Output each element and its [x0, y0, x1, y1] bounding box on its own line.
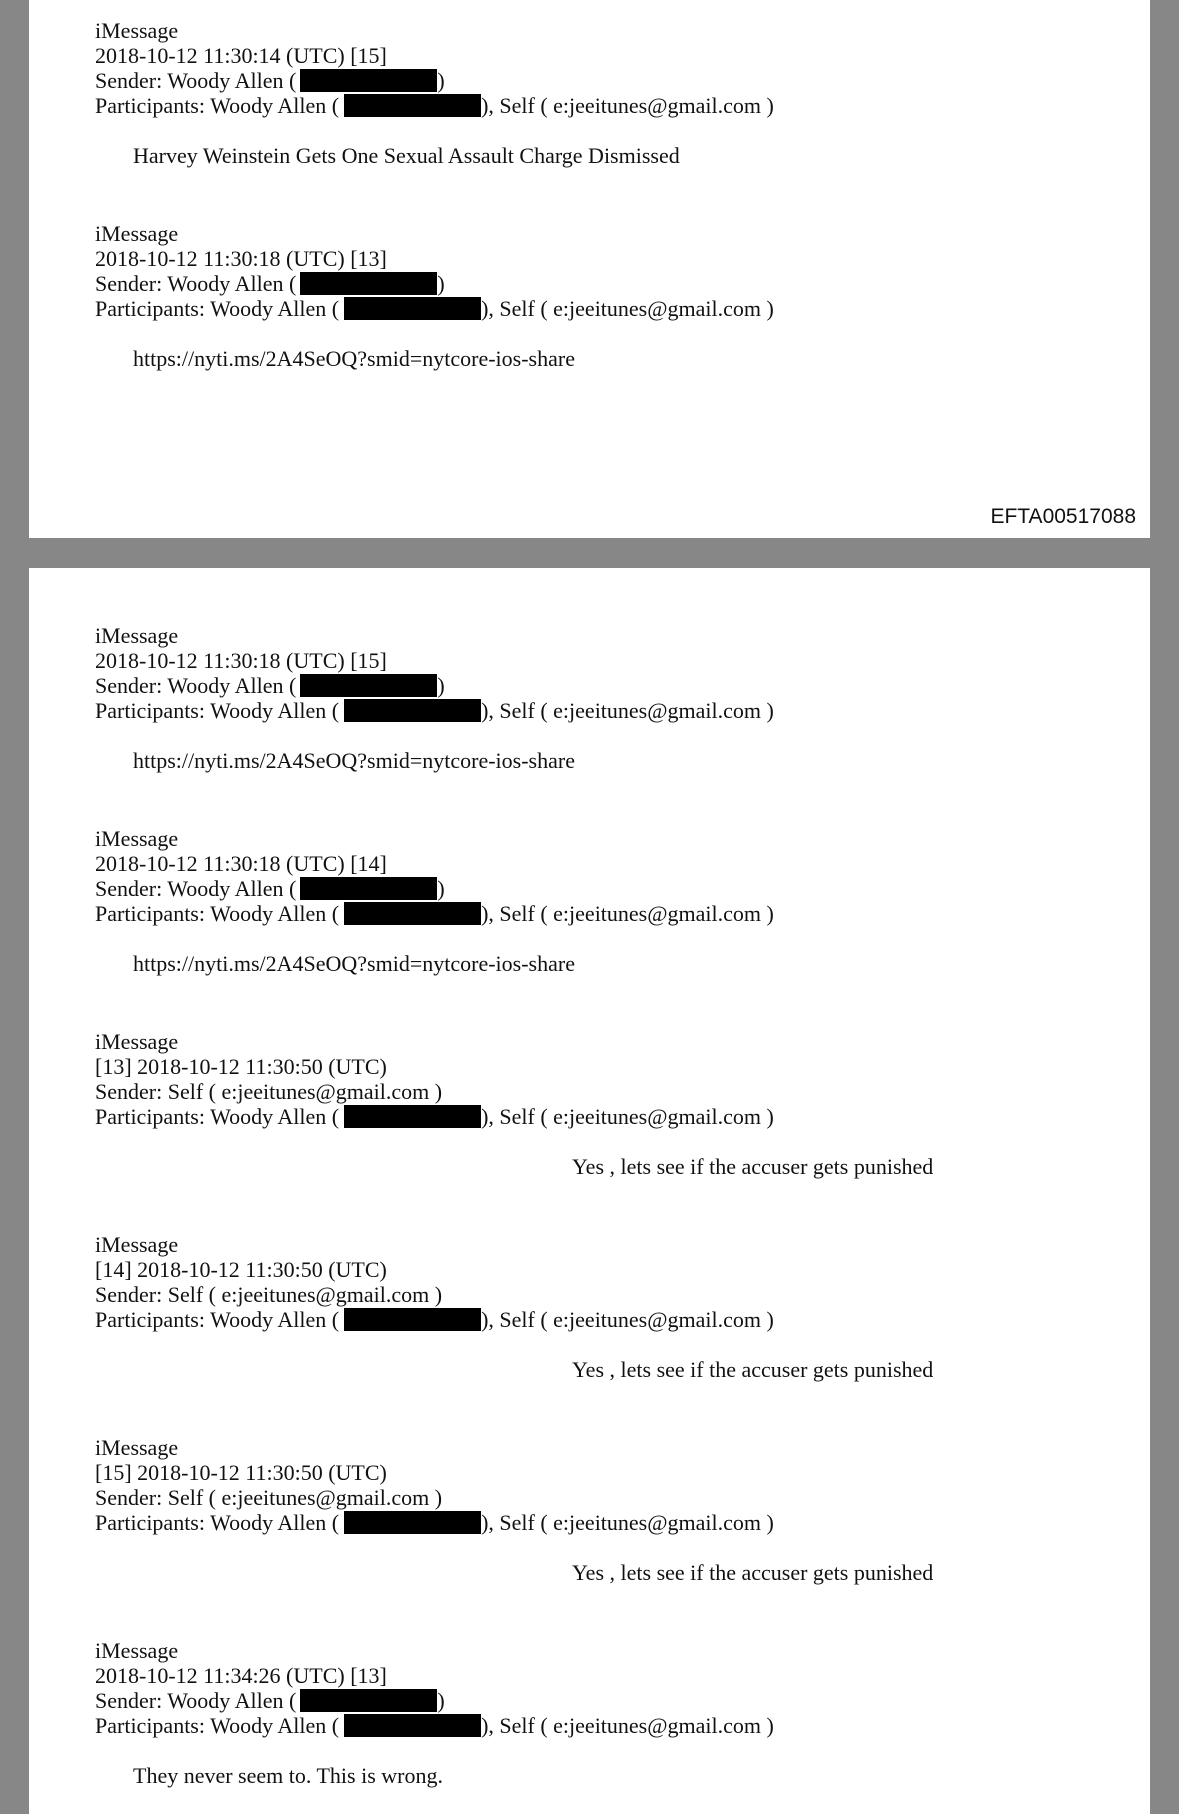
message-timestamp: [15] 2018-10-12 11:30:50 (UTC): [95, 1460, 387, 1485]
participants-label: Participants: Woody Allen (: [95, 93, 340, 118]
redaction-box: [300, 674, 437, 697]
message-entry: [95, 1638, 1095, 1789]
message-sender: Sender: Self ( e:jeeitunes@gmail.com ): [95, 1282, 443, 1307]
message-entry: [95, 18, 1095, 169]
message-participants: [95, 1510, 1095, 1535]
message-sender: Sender: Self ( e:jeeitunes@gmail.com ): [95, 1079, 443, 1104]
sender-close: ): [437, 271, 445, 296]
sender-label: Sender: Woody Allen (: [95, 68, 297, 93]
redaction-box: [344, 1105, 481, 1128]
message-sender: [95, 876, 1095, 901]
participants-rest: ), Self ( e:jeeitunes@gmail.com ): [481, 901, 774, 926]
message-body: Yes , lets see if the accuser gets punished: [572, 1154, 934, 1179]
message-sender: Sender: Self ( e:jeeitunes@gmail.com ): [95, 1485, 443, 1510]
message-body: https://nyti.ms/2A4SeOQ?smid=nytcore-ios-share: [133, 346, 575, 371]
message-participants: [95, 1307, 1095, 1332]
participants-rest: ), Self ( e:jeeitunes@gmail.com ): [481, 1510, 774, 1535]
sender-close: ): [437, 876, 445, 901]
message-service: iMessage: [95, 826, 179, 851]
participants-rest: ), Self ( e:jeeitunes@gmail.com ): [481, 698, 774, 723]
redaction-box: [344, 1308, 481, 1331]
message-participants: [95, 93, 1095, 118]
sender-close: ): [437, 673, 445, 698]
sender-label: Sender: Woody Allen (: [95, 271, 297, 296]
participants-label: Participants: Woody Allen (: [95, 296, 340, 321]
message-service: iMessage: [95, 1638, 179, 1663]
redaction-box: [300, 272, 437, 295]
message-body: They never seem to. This is wrong.: [133, 1763, 443, 1788]
message-participants: [95, 1104, 1095, 1129]
message-sender: [95, 68, 1095, 93]
sender-label: Sender: Woody Allen (: [95, 673, 297, 698]
message-timestamp: 2018-10-12 11:30:18 (UTC) [13]: [95, 246, 387, 271]
redaction-box: [344, 297, 481, 320]
message-service: iMessage: [95, 221, 179, 246]
redaction-box: [300, 1689, 437, 1712]
message-entry: [95, 826, 1095, 977]
message-service: iMessage: [95, 18, 179, 43]
message-entry: [95, 1029, 1095, 1180]
sender-close: ): [437, 1688, 445, 1713]
message-entry: [95, 1435, 1095, 1586]
participants-label: Participants: Woody Allen (: [95, 1713, 340, 1738]
message-timestamp: 2018-10-12 11:30:18 (UTC) [15]: [95, 648, 387, 673]
message-sender: [95, 271, 1095, 296]
participants-label: Participants: Woody Allen (: [95, 1510, 340, 1535]
participants-rest: ), Self ( e:jeeitunes@gmail.com ): [481, 1713, 774, 1738]
message-body: Harvey Weinstein Gets One Sexual Assault Charge Dismissed: [133, 143, 680, 168]
message-participants: [95, 901, 1095, 926]
participants-rest: ), Self ( e:jeeitunes@gmail.com ): [481, 1104, 774, 1129]
redaction-box: [344, 1511, 481, 1534]
message-entry: [95, 221, 1095, 372]
message-service: iMessage: [95, 1435, 179, 1460]
sender-close: ): [437, 68, 445, 93]
participants-rest: ), Self ( e:jeeitunes@gmail.com ): [481, 296, 774, 321]
sender-label: Sender: Woody Allen (: [95, 876, 297, 901]
redaction-box: [344, 94, 481, 117]
redaction-box: [300, 69, 437, 92]
message-timestamp: 2018-10-12 11:34:26 (UTC) [13]: [95, 1663, 387, 1688]
participants-rest: ), Self ( e:jeeitunes@gmail.com ): [481, 1307, 774, 1332]
message-timestamp: 2018-10-12 11:30:14 (UTC) [15]: [95, 43, 387, 68]
participants-rest: ), Self ( e:jeeitunes@gmail.com ): [481, 93, 774, 118]
message-timestamp: [14] 2018-10-12 11:30:50 (UTC): [95, 1257, 387, 1282]
message-participants: [95, 698, 1095, 723]
message-sender: [95, 673, 1095, 698]
message-timestamp: 2018-10-12 11:30:18 (UTC) [14]: [95, 851, 387, 876]
message-service: iMessage: [95, 623, 179, 648]
message-entry: [95, 1232, 1095, 1383]
participants-label: Participants: Woody Allen (: [95, 1104, 340, 1129]
message-participants: [95, 296, 1095, 321]
participants-label: Participants: Woody Allen (: [95, 1307, 340, 1332]
message-body: https://nyti.ms/2A4SeOQ?smid=nytcore-ios-share: [133, 748, 575, 773]
message-service: iMessage: [95, 1232, 179, 1257]
message-body: Yes , lets see if the accuser gets punished: [572, 1560, 934, 1585]
message-timestamp: [13] 2018-10-12 11:30:50 (UTC): [95, 1054, 387, 1079]
participants-label: Participants: Woody Allen (: [95, 698, 340, 723]
document-page-1: [29, 0, 1150, 538]
message-body: https://nyti.ms/2A4SeOQ?smid=nytcore-ios-share: [133, 951, 575, 976]
message-service: iMessage: [95, 1029, 179, 1054]
redaction-box: [344, 699, 481, 722]
redaction-box: [300, 877, 437, 900]
message-sender: [95, 1688, 1095, 1713]
message-participants: [95, 1713, 1095, 1738]
sender-label: Sender: Woody Allen (: [95, 1688, 297, 1713]
document-page-2: [29, 568, 1150, 1814]
message-body: Yes , lets see if the accuser gets punished: [572, 1357, 934, 1382]
bates-number: EFTA00517088: [990, 505, 1136, 528]
redaction-box: [344, 1714, 481, 1737]
message-entry: [95, 623, 1095, 774]
redaction-box: [344, 902, 481, 925]
participants-label: Participants: Woody Allen (: [95, 901, 340, 926]
